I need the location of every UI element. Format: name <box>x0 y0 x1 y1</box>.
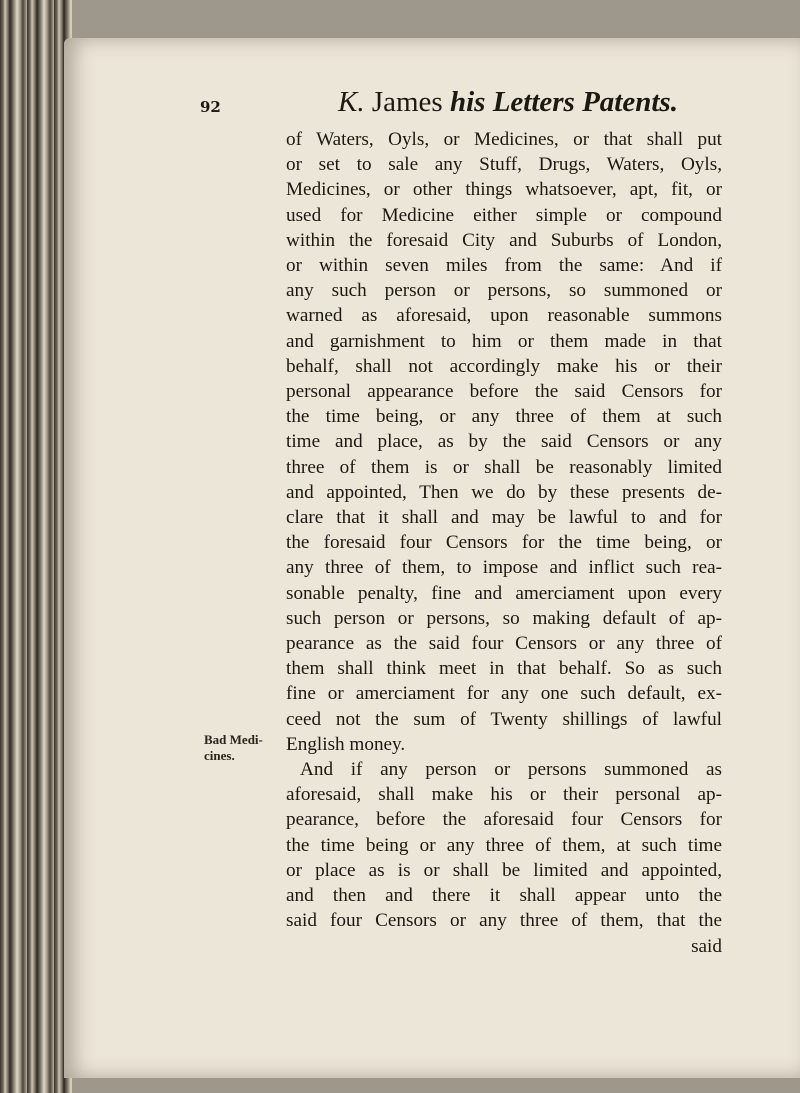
text-line: the time being, or any three of them at such <box>286 406 722 428</box>
book-binding-gutter <box>0 0 72 1093</box>
text-line: three of them is or shall be reasonably limited <box>286 456 722 478</box>
page-number: 92 <box>200 98 221 116</box>
text-line: the foresaid four Censors for the time being, or <box>286 532 722 554</box>
text-line: any such person or persons, so summoned or <box>286 280 722 302</box>
text-line: Medicines, or other things whatsoever, apt, fit, or <box>286 179 722 201</box>
marginal-note-line: cines. <box>204 748 235 763</box>
running-head-prefix: K. <box>338 86 365 118</box>
text-line: sonable penalty, fine and amerciament upon every <box>286 582 722 604</box>
body-text <box>286 127 722 959</box>
running-head-title: his Letters Patents. <box>449 86 678 118</box>
running-head-name: James <box>371 86 443 118</box>
text-line: such person or persons, so making default of ap- <box>286 607 722 629</box>
text-line: and appointed, Then we do by these presents de- <box>286 481 722 503</box>
text-line: English money. <box>286 733 406 755</box>
text-line: and then and there it shall appear unto the <box>286 885 722 907</box>
text-line: behalf, shall not accordingly make his or their <box>286 355 722 377</box>
marginal-note <box>204 732 274 764</box>
text-line: any three of them, to impose and inflict such rea- <box>286 557 722 579</box>
running-head <box>338 86 678 119</box>
text-line: of Waters, Oyls, or Medicines, or that shall put <box>286 129 722 150</box>
text-line: and garnishment to him or them made in that <box>286 330 722 352</box>
text-line: pearance, before the aforesaid four Censors for <box>286 809 722 831</box>
text-line: aforesaid, shall make his or their personal ap- <box>286 784 722 806</box>
text-line: used for Medicine either simple or compound <box>286 204 722 226</box>
text-line: or set to sale any Stuff, Drugs, Waters, Oyls, <box>286 154 722 176</box>
text-line: clare that it shall and may be lawful to and for <box>286 507 722 529</box>
text-line: personal appearance before the said Censors for <box>286 381 722 403</box>
marginal-note-line: Bad Medi- <box>204 732 263 747</box>
text-line: or within seven miles from the same: And if <box>286 255 722 277</box>
catchword: said <box>691 935 722 957</box>
text-line: time and place, as by the said Censors or any <box>286 431 722 453</box>
text-line: fine or amerciament for any one such default, ex- <box>286 683 722 705</box>
text-line: ceed not the sum of Twenty shillings of lawful <box>286 708 722 730</box>
text-line: or place as is or shall be limited and appointed, <box>286 859 722 881</box>
text-line: them shall think meet in that behalf. So as such <box>286 658 722 680</box>
text-line: within the foresaid City and Suburbs of London, <box>286 229 722 251</box>
text-line: And if any person or persons summoned as <box>300 759 722 781</box>
text-line: the time being or any three of them, at such time <box>286 834 722 856</box>
text-line: warned as aforesaid, upon reasonable summons <box>286 305 722 327</box>
text-line: said four Censors or any three of them, that the <box>286 910 722 932</box>
text-line: pearance as the said four Censors or any three of <box>286 633 722 655</box>
